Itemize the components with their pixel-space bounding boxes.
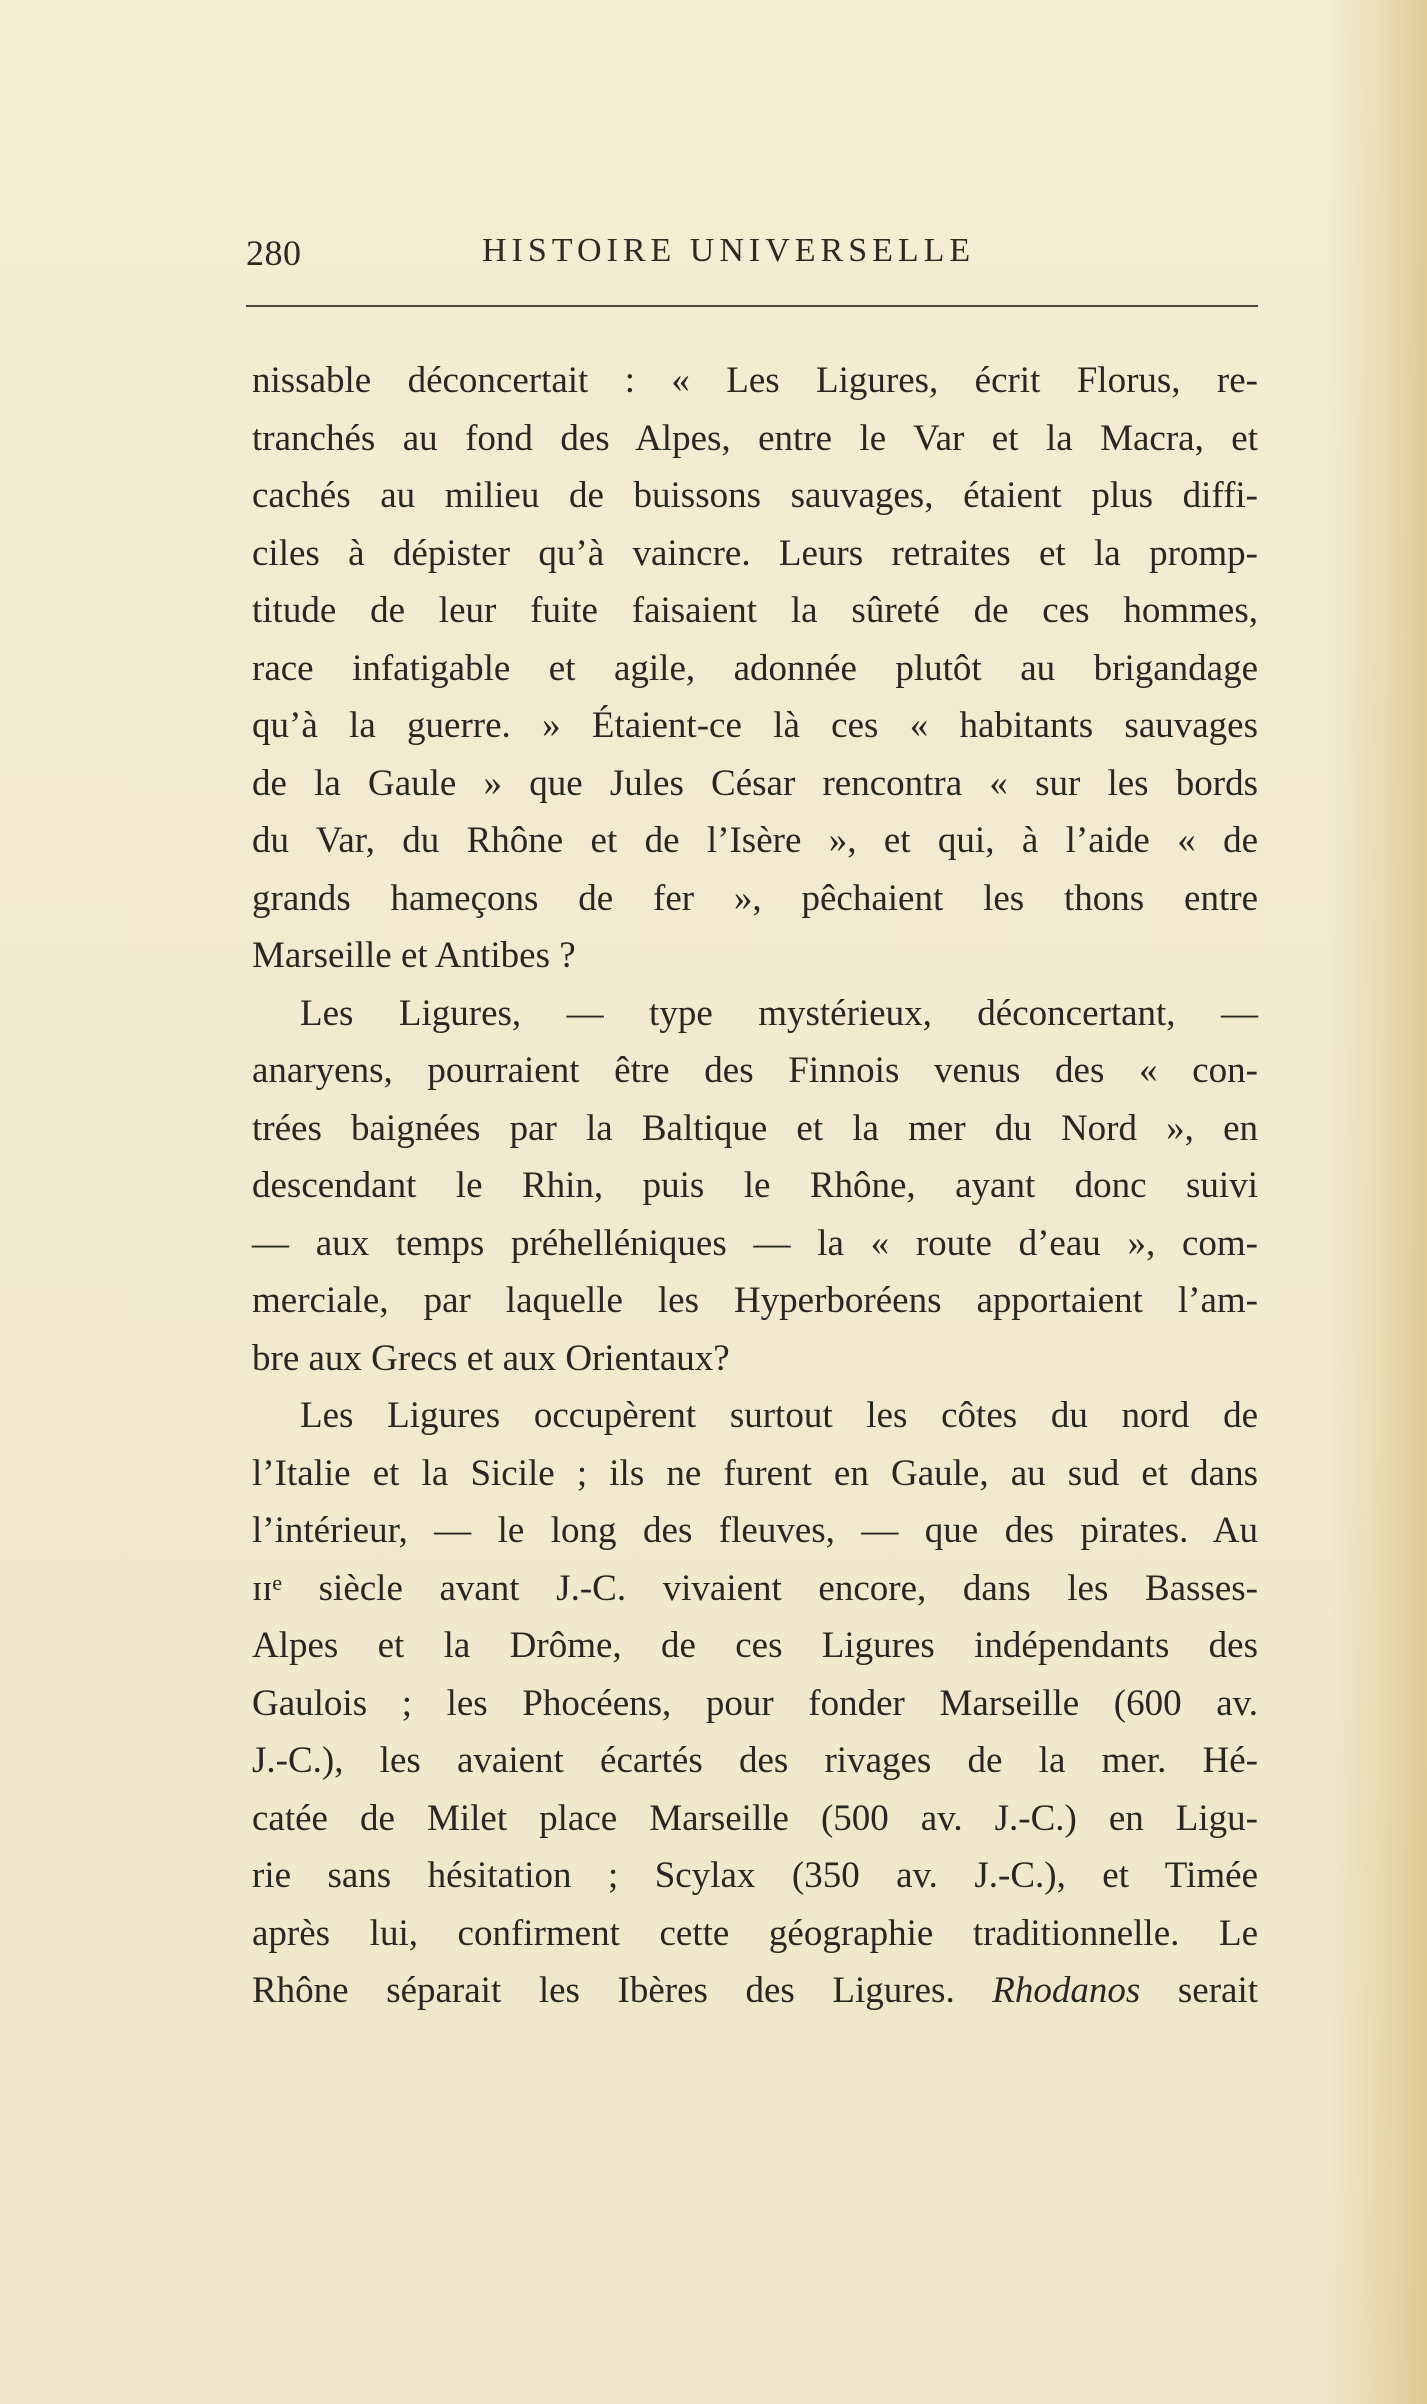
text-line: catée de Milet place Marseille (500 av. J.-C.) en Ligu-: [252, 1797, 1258, 1839]
page-number: 280: [246, 233, 302, 273]
text-line: descendant le Rhin, puis le Rhône, ayant donc suivi: [252, 1165, 1258, 1206]
text-line: l’intérieur, — le long des fleuves, — que des pirates. Au: [252, 1510, 1258, 1551]
page-header: [246, 232, 1258, 292]
text-line: merciale, par laquelle les Hyperboréens apportaient l’am-: [252, 1280, 1258, 1321]
text-line-final: [252, 1962, 1258, 2020]
header-rule: [246, 305, 1258, 307]
text-line: de la Gaule » que Jules César rencontra « sur les bords: [252, 762, 1258, 804]
text-line: J.-C.), les avaient écartés des rivages de la mer. Hé-: [252, 1740, 1258, 1781]
text-line: trées baignées par la Baltique et la mer du Nord », en: [252, 1107, 1258, 1149]
body-text: [252, 352, 1258, 2020]
text-line: qu’à la guerre. » Étaient-ce là ces « habitants sauvages: [252, 705, 1258, 746]
text-line: Gaulois ; les Phocéens, pour fonder Marseille (600 av.: [252, 1682, 1258, 1724]
text-line: l’Italie et la Sicile ; ils ne furent en Gaule, au sud et dans: [252, 1452, 1258, 1494]
running-title: HISTOIRE UNIVERSELLE: [482, 232, 976, 269]
text-line: Alpes et la Drôme, de ces Ligures indépendants des: [252, 1625, 1258, 1666]
final-line-text: Rhône séparait les Ibères des Ligures.: [252, 1970, 955, 2011]
text-line: Marseille et Antibes ?: [252, 935, 576, 976]
text-line: nissable déconcertait : « Les Ligures, écrit Florus, re-: [252, 360, 1258, 401]
text-line: Les Ligures occupèrent surtout les côtes du nord de: [300, 1395, 1258, 1436]
text-line: ciles à dépister qu’à vaincre. Leurs retraites et la promp-: [252, 532, 1258, 574]
text-line: grands hameçons de fer », pêchaient les thons entre: [252, 877, 1258, 919]
final-line-tail: serait: [1177, 1970, 1258, 2011]
text-line: titude de leur fuite faisaient la sûreté de ces hommes,: [252, 590, 1258, 631]
text-line: anaryens, pourraient être des Finnois venus des « con-: [252, 1050, 1258, 1091]
text-line: après lui, confirment cette géographie traditionnelle. Le: [252, 1912, 1258, 1954]
italic-word: Rhodanos: [992, 1970, 1141, 2011]
text-line: race infatigable et agile, adonnée plutôt au brigandage: [252, 647, 1258, 689]
text-line: cachés au milieu de buissons sauvages, étaient plus diffi-: [252, 475, 1258, 516]
text-line: rie sans hésitation ; Scylax (350 av. J.-C.), et Timée: [252, 1855, 1258, 1896]
text-line: tranchés au fond des Alpes, entre le Var et la Macra, et: [252, 417, 1258, 459]
text-line: Les Ligures, — type mystérieux, déconcertant, —: [300, 992, 1258, 1034]
text-line: ɪɪᵉ siècle avant J.-C. vivaient encore, dans les Basses-: [252, 1567, 1258, 1609]
text-line: du Var, du Rhône et de l’Isère », et qui, à l’aide « de: [252, 820, 1258, 861]
text-line: bre aux Grecs et aux Orientaux?: [252, 1337, 730, 1379]
text-line: — aux temps préhelléniques — la « route d’eau », com-: [252, 1222, 1258, 1264]
